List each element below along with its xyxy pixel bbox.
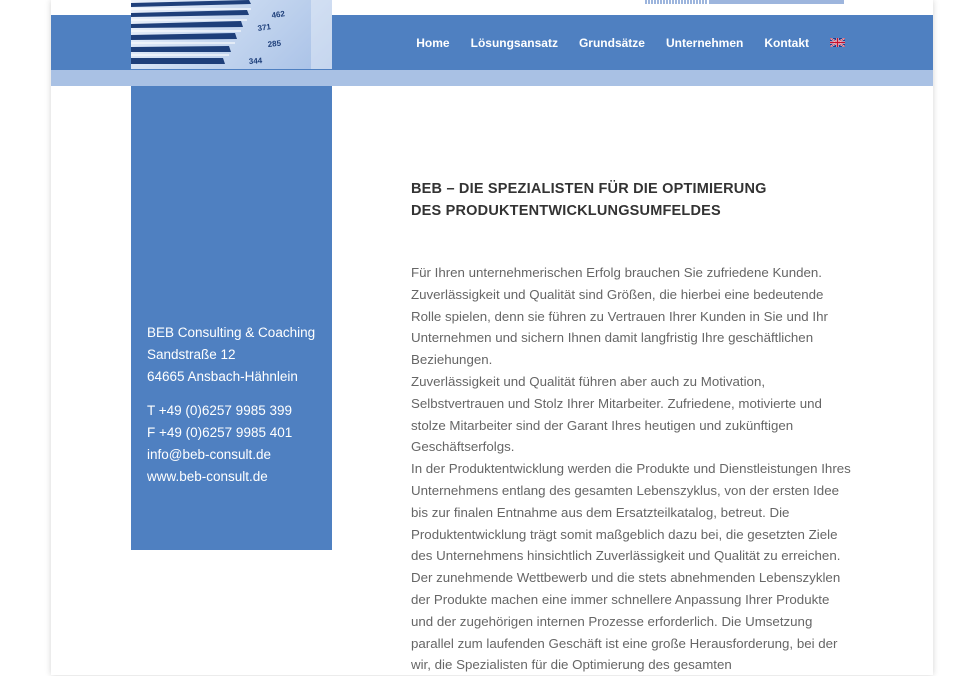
logo-image[interactable] [131, 0, 332, 69]
paragraph: Für Ihren unternehmerischen Erfolg brauchen Sie zufriedene Kunden. Zuverlässigkeit und Qualität sind Größen, die hierbei eine bedeutende Rolle spielen, denn sie führen zu Vertrauen Ihrer Kunden in Sie und Ihr Unternehmen und sichern Ihnen damit langfristig Ihre geschäftlichen Beziehungen. [411, 265, 828, 368]
paragraph: Der zunehmende Wettbewerb und die stets abnehmenden Lebenszyklen der Produkte machen eine immer schnellere Anpassung Ihrer Produkte und der zugehörigen internen Prozesse erforderlich. Die Umsetzung parallel zum laufenden Geschäft ist eine große Herausforderung, bei der wir, die Spezialisten für die Optimierung des gesamten [411, 570, 841, 673]
website-link[interactable]: www.beb-consult.de [147, 469, 268, 484]
nav-home[interactable]: Home [416, 35, 450, 50]
logo-chart-graphic [131, 0, 332, 69]
page-container [51, 0, 933, 675]
page-title-line-2: DES PRODUKTENTWICKLUNGSUMFELDES [411, 203, 721, 219]
main-content [411, 178, 851, 676]
paragraph: In der Produktentwicklung werden die Produkte und Dienstleistungen Ihres Unternehmens entlang des gesamten Lebenszyklus, von der ersten Idee bis zur finalen Entnahme aus dem Ersatzteilkatalog, betreut. Die Produktentwicklung trägt somit maßgeblich dazu bei, die gesetzten Ziele des Unternehmens hinsichtlich Zuverlässigkeit und Qualität zu erreichen. [411, 461, 851, 564]
top-decoration-bar [709, 0, 844, 4]
main-nav [395, 15, 845, 70]
street-address: Sandstraße 12 [147, 347, 236, 362]
sub-bar [51, 70, 933, 86]
page-title [411, 178, 851, 222]
address-block [147, 322, 315, 500]
city-address: 64665 Ansbach-Hähnlein [147, 369, 298, 384]
logo-number: 344 [248, 56, 263, 66]
body-text [411, 262, 851, 676]
nav-unternehmen[interactable]: Unternehmen [665, 35, 744, 50]
email-link[interactable]: info@beb-consult.de [147, 447, 272, 462]
uk-flag-icon[interactable] [830, 38, 845, 47]
page-title-line-1: BEB – DIE SPEZIALISTEN FÜR DIE OPTIMIERUNG [411, 181, 767, 197]
sidebar-contact [131, 86, 332, 550]
nav-grundsaetze[interactable]: Grundsätze [578, 35, 645, 50]
fax-number: F +49 (0)6257 9985 401 [147, 425, 293, 440]
phone-number[interactable]: T +49 (0)6257 9985 399 [147, 403, 292, 418]
logo-number: 371 [257, 22, 272, 33]
company-name: BEB Consulting & Coaching [147, 325, 316, 340]
logo-number: 285 [267, 38, 282, 49]
nav-kontakt[interactable]: Kontakt [764, 35, 809, 50]
top-decoration-dotted [645, 0, 707, 4]
paragraph: Zuverlässigkeit und Qualität führen aber auch zu Motivation, Selbstvertrauen und Stolz Ihrer Mitarbeiter. Zufriedene, motivierte und stolze Mitarbeiter sind der Garant Ihres heutigen und zukünftigen Geschäftserfolgs. [411, 373, 822, 455]
logo-number: 462 [271, 9, 286, 20]
nav-loesungsansatz[interactable]: Lösungsansatz [470, 35, 558, 50]
